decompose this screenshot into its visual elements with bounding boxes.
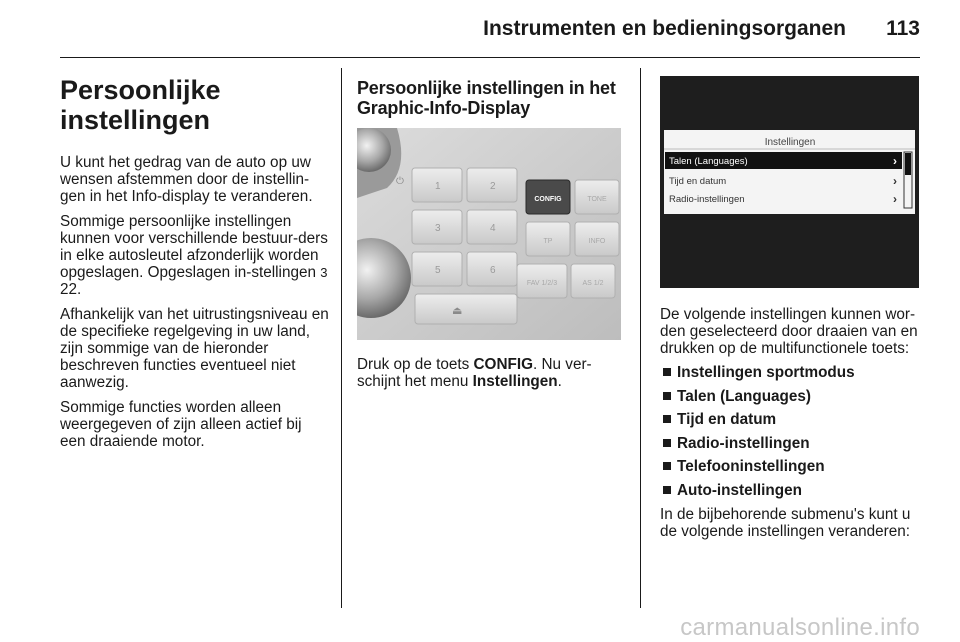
display-item-2-chevron-icon: › xyxy=(893,174,897,188)
settings-outro: In de bijbehorende submenu's kunt u de volgende instellingen veranderen: xyxy=(660,506,911,540)
config-instruction-end: . xyxy=(557,373,562,390)
watermark: carmanualsonline.info xyxy=(680,614,920,641)
as-label: AS 1/2 xyxy=(582,280,604,287)
display-item-3-chevron-icon: › xyxy=(893,192,897,206)
tp-label: TP xyxy=(543,238,553,245)
display-item-1-chevron-icon: › xyxy=(893,154,897,168)
bullet-icon xyxy=(663,392,671,400)
eject-button xyxy=(415,294,517,324)
preset-label-5: 5 xyxy=(435,265,441,276)
control-panel-photo xyxy=(357,128,621,340)
preset-label-4: 4 xyxy=(490,223,496,234)
settings-list xyxy=(660,365,928,499)
keys-paragraph xyxy=(60,213,330,298)
preset-label-6: 6 xyxy=(490,265,496,276)
info-label: INFO xyxy=(588,238,606,245)
list-item xyxy=(660,389,928,406)
page-header xyxy=(0,0,960,60)
setting-label: Telefooninstellingen xyxy=(677,458,825,475)
display-item-1: Talen (Languages) xyxy=(669,156,748,167)
engine-paragraph: Sommige functies worden alleen weergegeven of zijn alleen actief bij een draaiende motor. xyxy=(60,399,302,450)
settings-intro: De volgende instellingen kunnen wor-den geselecteerd door draaien van en drukken op de multifunctionele toets: xyxy=(660,306,918,357)
preset-label-3: 3 xyxy=(435,223,441,234)
eject-icon: ⏏ xyxy=(452,305,463,317)
column-3-text xyxy=(660,306,928,548)
display-title: Instellingen xyxy=(764,137,816,148)
display-screen-photo xyxy=(660,76,919,288)
column-divider-2 xyxy=(640,68,641,608)
list-item xyxy=(660,412,928,429)
display-item-2: Tijd en datum xyxy=(669,176,727,187)
column-2 xyxy=(357,68,627,128)
setting-label: Tijd en datum xyxy=(677,411,777,428)
header-title: Instrumenten en bedieningsorganen xyxy=(483,17,846,40)
page-number: 113 xyxy=(886,17,920,40)
display-scrollbar-thumb xyxy=(905,153,911,175)
menu-keyword: Instellingen xyxy=(472,373,558,390)
power-symbol-icon: ⏻ xyxy=(396,176,404,187)
fav-label: FAV 1/2/3 xyxy=(526,280,558,287)
section-heading-line2: instellingen xyxy=(60,105,211,135)
list-item xyxy=(660,436,928,453)
setting-label: Instellingen sportmodus xyxy=(677,364,855,381)
config-keyword: CONFIG xyxy=(473,356,533,373)
list-item xyxy=(660,365,928,382)
header-rule xyxy=(60,57,920,58)
config-instruction xyxy=(357,356,627,390)
page-reference-arrow-icon: 3 xyxy=(320,265,328,280)
equipment-paragraph: Afhankelijk van het uitrustingsniveau en de specifieke regelgeving in uw land, zijn sommige van de hieronder beschreven functies eventueel niet aanwezig. xyxy=(60,306,329,391)
column-divider-1 xyxy=(341,68,342,608)
intro-paragraph: U kunt het gedrag van de auto op uw wensen afstemmen door de instellin-gen in het Info-display te veranderen. xyxy=(60,154,313,205)
subsection-heading-line2: Graphic-Info-Display xyxy=(357,98,531,118)
preset-label-2: 2 xyxy=(490,181,496,192)
page-reference[interactable]: 22. xyxy=(60,281,82,298)
bullet-icon xyxy=(663,439,671,447)
list-item xyxy=(660,459,928,476)
config-instruction-prefix: Druk op de toets xyxy=(357,356,474,373)
display-item-3: Radio-instellingen xyxy=(669,194,745,205)
keys-paragraph-text: Sommige persoonlijke instellingen kunnen voor verschillende bestuur-ders in elke autosleutel afzonderlijk worden opgeslagen. Opgeslagen in-stellingen xyxy=(60,213,328,281)
bullet-icon xyxy=(663,368,671,376)
setting-label: Radio-instellingen xyxy=(677,434,810,452)
subsection-heading-line1: Persoonlijke instellingen in het xyxy=(357,78,616,98)
column-1 xyxy=(60,68,330,458)
section-heading xyxy=(60,75,330,135)
bullet-icon xyxy=(663,462,671,470)
bullet-icon xyxy=(663,486,671,494)
config-label: CONFIG xyxy=(534,196,562,203)
setting-label: Talen (Languages) xyxy=(677,387,812,405)
bullet-icon xyxy=(663,415,671,423)
preset-label-1: 1 xyxy=(435,181,441,192)
setting-label: Auto-instellingen xyxy=(677,481,802,499)
section-heading-line1: Persoonlijke xyxy=(60,75,221,105)
list-item xyxy=(660,483,928,500)
subsection-heading xyxy=(357,78,627,118)
tone-label: TONE xyxy=(587,196,607,203)
config-instruction-mid: . Nu ver-schijnt het menu xyxy=(357,356,592,390)
